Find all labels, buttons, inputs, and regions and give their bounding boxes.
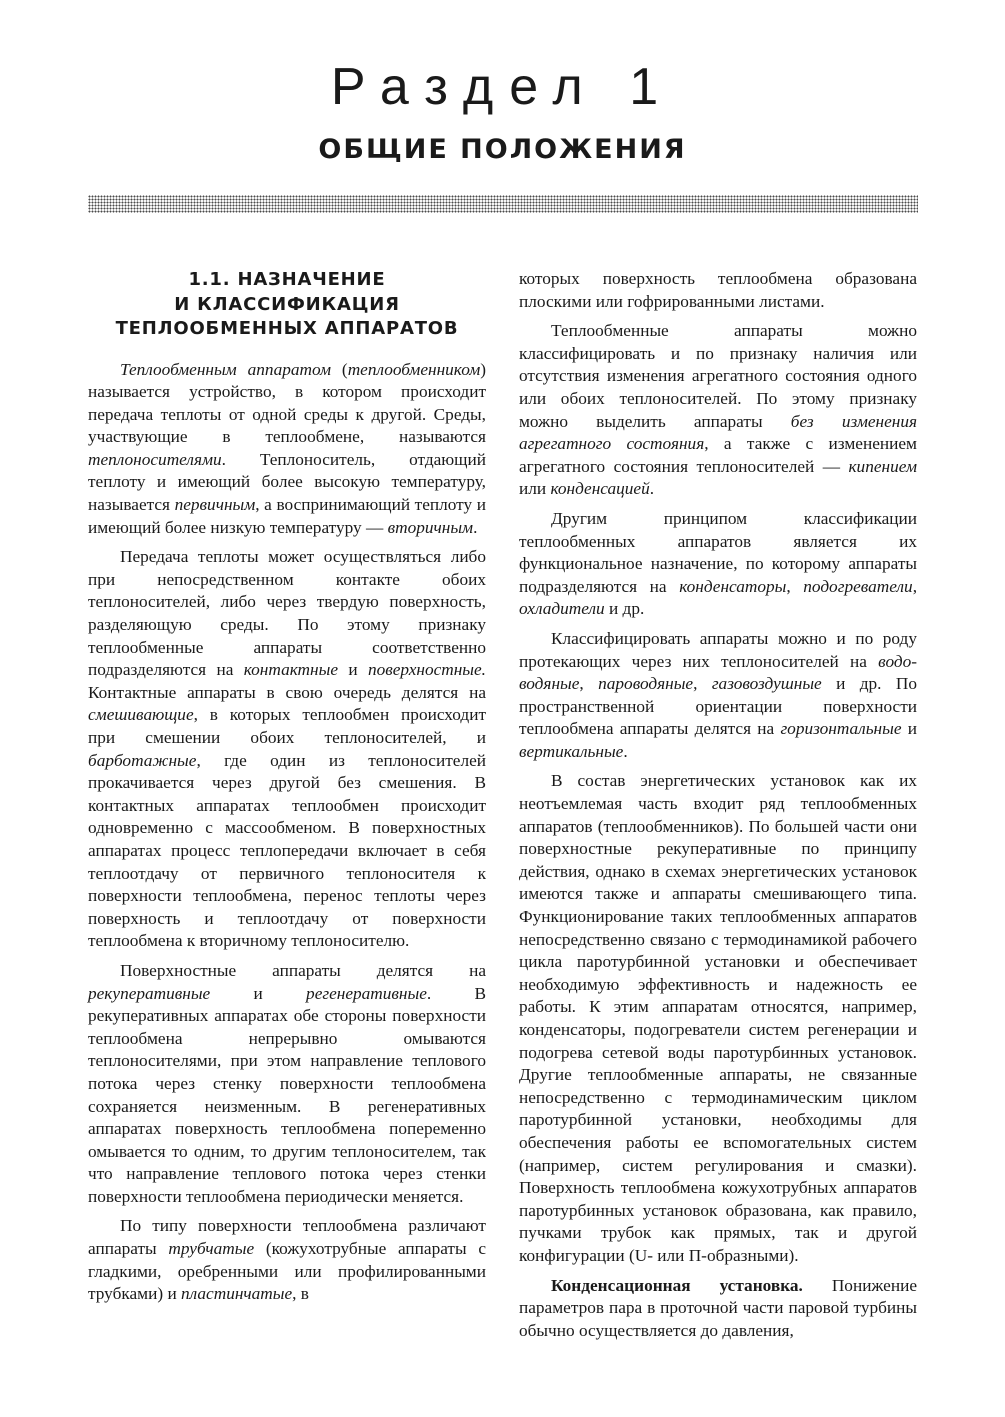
italic-term: смешивающие [88,705,194,725]
italic-term: водо-водяные [519,651,917,694]
italic-term: конденсаторы [679,576,787,596]
text-run: , [912,576,918,596]
text-run: , где один из теплоносителей прокачивается через другой без смешения. В контактных аппаратах теплообмен происходит одновременно с массообменом. В поверхностных аппаратах процесс теплопередачи включает в себя теплоотдачу от первичного теплоносителя к поверхности теплообмена, перенос теплоты через поверхность и теплоотдачу от поверхности теплообмена к вторичному теплоносителю. [88,750,486,951]
italic-term: поверхностные. [367,660,487,680]
paragraph [519,320,917,501]
text-run: и [210,983,307,1003]
italic-term: конденсацией [550,479,650,499]
italic-term: первичным [174,495,256,515]
decorative-band [88,195,918,213]
text-run: . [623,741,628,761]
section-heading-line: И КЛАССИФИКАЦИЯ [174,293,400,315]
text-run: , [693,674,712,694]
paragraph [519,770,917,1267]
text-run: . [473,517,478,537]
text-run: . В рекуперативных аппаратах обе стороны поверхности теплообмена непрерывно омываются теплоносителями, при этом направление теплового потока через стенку поверхности теплообмена сохраняется неизменным. В регенеративных аппаратах поверхность теплообмена попеременно омывается то одним, то другим теплоносителем, так что направление теплового потока через стенки поверхности теплообмена периодически меняется. [88,983,487,1206]
right-column [519,268,917,1349]
section-heading-line: ТЕПЛООБМЕННЫХ АППАРАТОВ [115,318,459,339]
italic-term: газовоздушные [711,674,822,694]
italic-term: охладители [519,599,605,619]
italic-term: теплообменником [347,359,481,379]
italic-term: трубчатые [168,1239,255,1259]
italic-term: горизонтальные [780,719,902,739]
text-run: и др. По пространственной ориентации поверхности теплообмена аппараты делятся на [519,674,917,739]
text-run: (кожухотрубные аппараты с гладкими, оребренными или профилированными трубками) и [88,1239,486,1304]
paragraph [519,628,917,764]
italic-term: Теплообменным аппаратом [120,359,331,379]
text-run: и [901,719,917,739]
text-run: , а воспринимающий теплоту и имеющий более низкую температуру — [88,495,486,537]
bold-term: Конденсационная установка. [551,1275,803,1295]
text-run: ( [330,359,348,379]
chapter-title: ОБЩИЕ ПОЛОЖЕНИЯ [318,134,687,165]
text-run: , а также с изменением агрегатного состояния теплоносителей — [519,434,917,476]
italic-term: барботажные [88,750,197,770]
italic-term: рекуперативные [88,983,211,1003]
italic-term: регенеративные [306,983,427,1003]
italic-term: без изменения агрегатного состояния [519,411,918,454]
italic-term: пластинчатые [181,1284,293,1304]
italic-term: пароводяные [598,674,694,694]
italic-term: теплоносителями [88,449,222,469]
paragraph [88,546,486,953]
section-heading-line: 1.1. НАЗНАЧЕНИЕ [188,269,386,290]
text-run: Теплообменные аппараты можно классифицировать и по признаку наличия или отсутствия изменения агрегатного состояния одного или обоих теплоносителей. По этому признаку можно выделить аппараты [519,321,917,431]
text-run: . Теплоноситель, отдающий теплоту и имеющий более высокую температуру, называется [88,449,486,515]
text-run: Передача теплоты может осуществляться либо при непосредственном контакте обоих теплоносителей, либо через твердую поверхность, разделяющую среды. По этому признаку теплообменные аппараты соответственно подразделяются на [88,547,486,680]
chapter-number: Раздел 1 [330,58,675,116]
text-run: ) называется устройство, в котором происходит передача теплоты от одной среды к другой. Среды, участвующие в теплообмене, называются [88,359,486,447]
text-run: или [519,479,551,499]
text-run: В состав энергетических установок как их неотъемлемая часть входит ряд теплообменных аппаратов (теплообменников). По большей части они поверхностные рекуперативные по принципу действия, однако в схемах энергетических установок имеются также и аппараты смешивающего типа. Функционирование таких теплообменных аппаратов непосредственно связано с термодинамикой рабочего цикла паротурбинной установки и обеспечивает необходимую эффективность и надежность ее работы. К этим аппаратам относятся, например, конденсаторы, подогреватели систем регенерации и подогрева сетевой воды паротурбинных установок. Другие теплообменные аппараты, не связанные непосредственно с термодинамическим циклом паротурбинной установки, необходимы для обеспечения работы ее вспомогательных систем (например, систем регулирования и смазки). Поверхность теплообмена кожухотрубных аппаратов паротурбинных установок образована, как правило, пучками трубок как прямых, так и другой конфигурации (U- или П-образными). [519,771,917,1265]
section-heading [88,268,486,342]
text-run: и др. [604,599,645,619]
text-run: Понижение параметров пара в проточной части паровой турбины обычно осуществляется до давления, [519,1275,917,1340]
paragraph [519,508,917,621]
paragraph [519,1275,917,1343]
italic-term: вертикальные [519,741,624,761]
text-run: которых поверхность теплообмена образована плоскими или гофрированными листами. [519,269,917,311]
text-run: Классифицировать аппараты можно и по роду протекающих через них теплоносителей на [519,628,917,671]
left-column [88,268,486,1313]
text-run: , в которых теплообмен происходит при смешении обоих теплоносителей, и [88,705,486,747]
paragraph [88,359,486,540]
text-run: Поверхностные аппараты делятся на [120,960,486,980]
italic-term: кипением [848,456,917,476]
paragraph [88,960,486,1209]
italic-term: подогреватели [803,576,913,596]
paragraph-continuation [519,268,917,313]
text-run: , [579,674,599,694]
text-run: , [786,576,804,596]
paragraph [88,1215,486,1305]
italic-term: вторичным [387,517,474,537]
text-run: и [338,660,368,680]
text-run: Контактные аппараты в свою очередь делятся на [88,682,486,702]
text-run: По типу поверхности теплообмена различают аппараты [88,1216,486,1259]
text-run: , в [292,1284,309,1304]
italic-term: контактные [243,660,338,680]
text-run: . [649,479,655,499]
text-run: Другим принципом классификации теплообменных аппаратов является их функциональное назначение, по которому аппараты подразделяются на [519,508,917,596]
